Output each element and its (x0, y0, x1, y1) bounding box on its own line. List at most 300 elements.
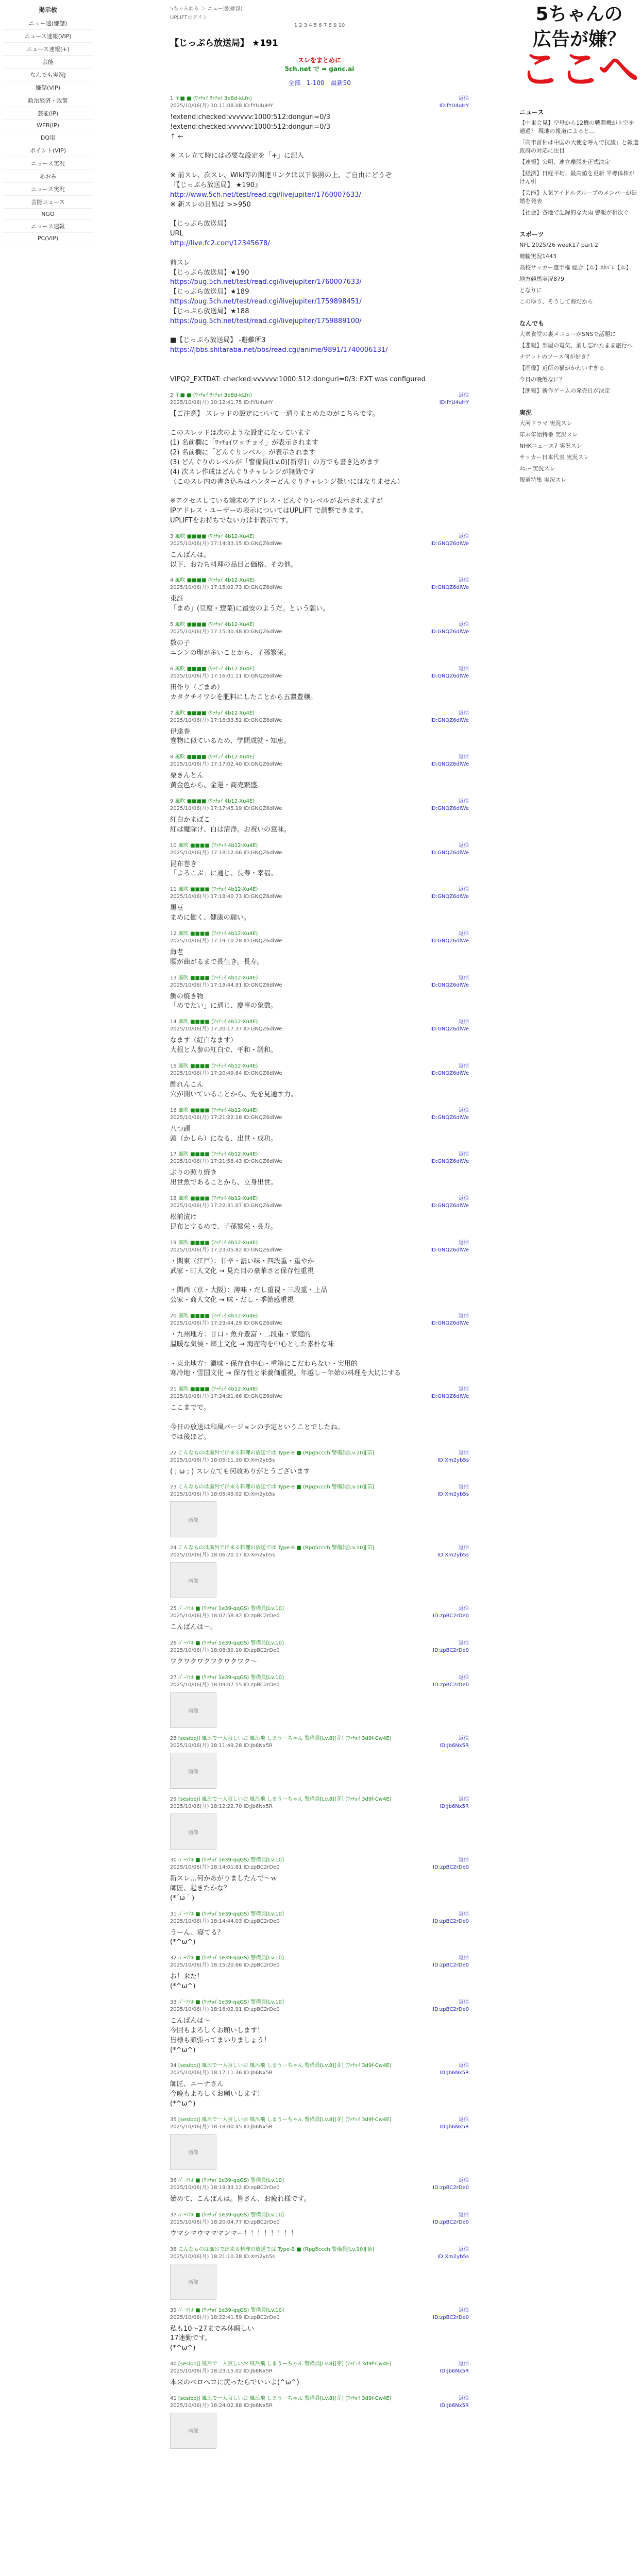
section-item[interactable]: 【中東会見】空母から12機の戦闘機が上空を通過？ 現地の報道によると… (519, 120, 634, 135)
post-id[interactable]: ID:GNQZ6dlWe (430, 1159, 469, 1165)
post-date: 2025/10/06(月) 18:05:11.30 ID:Xm2yb5s (170, 1457, 275, 1463)
post-header (170, 798, 469, 812)
post-id[interactable]: ID:zpBC2rDe0 (433, 1613, 469, 1619)
sidebar-item[interactable]: 嫌儲(VIP) (3, 81, 93, 94)
reply-link[interactable]: 返信 (459, 798, 469, 804)
post-number[interactable]: 17 (170, 1151, 178, 1158)
post-id[interactable]: ID:Jb6Nx5R (440, 2124, 469, 2130)
post-number[interactable]: 38 (170, 2246, 178, 2252)
section-item[interactable]: 報道特集 実況スレ (519, 476, 567, 483)
post-actions (430, 930, 469, 945)
post-id[interactable]: ID:GNQZ6dlWe (430, 1071, 469, 1076)
post-link[interactable]: https://pug.5ch.net/test/read.cgi/livejupiter/1760007633/ (170, 278, 362, 286)
post (170, 1107, 469, 1144)
post-number[interactable]: 1 (170, 96, 175, 101)
post-header (170, 2177, 469, 2192)
post-body: 数の子 ニシンの卵が多いことから、子孫繁栄。 (170, 639, 291, 657)
post-date: 2025/10/06(月) 17:23:44.29 ID:GNQZ6dlWe (170, 1320, 282, 1326)
right-sections (517, 103, 641, 493)
post (170, 621, 469, 658)
post (170, 1605, 469, 1633)
post (170, 533, 469, 570)
section-item[interactable]: 今日の晩飯なに？ (519, 376, 565, 383)
post-id[interactable]: ID:GNQZ6dlWe (430, 982, 469, 988)
post-number[interactable]: 40 (170, 2361, 178, 2367)
reply-link[interactable]: 返信 (459, 2246, 469, 2252)
post-number[interactable]: 24 (170, 1545, 178, 1551)
section-item[interactable]: 【画像】近所の猫がかわいすぎる (519, 364, 604, 371)
post-actions (430, 975, 469, 989)
post-header (170, 1063, 469, 1077)
post-body: こんばんは〜。 (170, 1623, 217, 1632)
post-id[interactable]: ID:GNQZ6dlWe (430, 1247, 469, 1253)
section-item[interactable]: 【社会】各地で記録的な大雨 警報が相次ぐ (519, 209, 629, 216)
post-number[interactable]: 15 (170, 1063, 178, 1069)
post-actions (437, 1545, 469, 1559)
reply-link[interactable]: 返信 (459, 1151, 469, 1158)
post-number[interactable]: 8 (170, 754, 175, 760)
sidebar-item[interactable]: ニュー速(嫌儲) (3, 17, 93, 30)
reply-link[interactable]: 返信 (459, 1107, 469, 1113)
post (170, 1545, 469, 1598)
post (170, 2361, 469, 2388)
post-number[interactable]: 33 (170, 1999, 178, 2005)
sidebar-item[interactable]: ニュース速報 (3, 220, 93, 233)
post (170, 1796, 469, 1850)
post-author: ﾊﾟｰｿﾅﾙ ■ (ﾜｯﾁｮｲ 1e39-qqGS) 警備員[Lv.10] (178, 1911, 284, 1917)
post-actions (430, 1195, 469, 1210)
post-actions (433, 2307, 469, 2321)
reply-link[interactable]: 返信 (459, 1313, 469, 1319)
post (170, 798, 469, 835)
post-id[interactable]: ID:GNQZ6dlWe (430, 938, 469, 944)
post-header (170, 1999, 469, 2013)
post-number[interactable]: 23 (170, 1484, 178, 1490)
post-body: 東証 「まめ」(豆腐・惣菜)に最安のようだ。という願い。 (170, 595, 330, 613)
sidebar-item[interactable]: NGO (3, 209, 93, 220)
post (170, 1019, 469, 1056)
section-item[interactable]: 年末年始特番 実況スレ (519, 431, 578, 438)
reply-link[interactable]: 返信 (459, 1606, 469, 1612)
post-date: 2025/10/06(月) 18:12:22.70 ID:Jb6Nx5R (170, 1804, 273, 1810)
post-author: [sesiboj] 風呂で一人寂しいお 風呂飛 しまうーちゃん 警備員[Lv.8][芽] (ﾜｯﾁｮｲ 3d9f-Cw4E) (178, 2395, 392, 2401)
post-id[interactable]: ID:GNQZ6dlWe (430, 540, 469, 547)
banner-line-3: ここへ (519, 46, 639, 93)
image-thumbnail[interactable]: 画像 (170, 1562, 216, 1598)
post-number[interactable]: 36 (170, 2177, 178, 2183)
reply-link[interactable]: 返信 (459, 1911, 469, 1917)
section-item[interactable]: NFL 2025/26 week17 part 2 (519, 242, 598, 249)
reply-link[interactable]: 返信 (459, 710, 469, 716)
post-body: 【ご注意】 スレッドの設定について一通りまとめたのがこちらです。 このスレッドは次のような設定になっています (1) 名前欄に「ﾜｯﾁｮｲワッチョイ」が表示されます (2) 名前欄に「どんぐりレベル」が表示されます (3) どんぐりのレベルが「警備員(Lv.0)[新芽]」の方でも書き込めます (4) 次スレ作成はどんぐりチャレンジが無効です （このスレ内の書き込みはハンターどんぐりチャレンジ扱いにはなりません） ※アクセスしている端末のアドレス・どんぐりレベルが表示されますが IPアドレス・ユーザーの表示についてはUPLIFT で調整できます。 UPLIFTをお持ちでない方は非表示です。 (170, 410, 404, 524)
reply-link[interactable]: 返信 (459, 2307, 469, 2313)
nav-all[interactable]: 全部 (288, 79, 301, 87)
post-id[interactable]: ID:Xm2yb5s (437, 1492, 469, 1498)
post-actions (440, 392, 469, 406)
section-title: ニュース (519, 109, 544, 116)
nav-1-100[interactable]: 1-100 (306, 79, 325, 87)
sidebar-item[interactable]: あおみ (3, 170, 93, 183)
reply-link[interactable]: 返信 (459, 1196, 469, 1202)
post-date: 2025/10/06(月) 17:19:44.91 ID:GNQZ6dlWe (170, 982, 282, 988)
image-thumbnail[interactable]: 画像 (170, 2264, 216, 2300)
reply-link[interactable]: 返信 (459, 1797, 469, 1803)
post-id[interactable]: ID:zpBC2rDe0 (433, 1682, 469, 1688)
reply-link[interactable]: 返信 (459, 2212, 469, 2218)
sidebar-item[interactable]: ニュース実況 (3, 157, 93, 170)
post-date: 2025/10/06(月) 17:15:02.73 ID:GNQZ6dlWe (170, 585, 282, 591)
post-number[interactable]: 22 (170, 1450, 178, 1456)
post-date: 2025/10/06(月) 17:24:21.66 ID:GNQZ6dlWe (170, 1394, 282, 1400)
post-id[interactable]: ID:GNQZ6dlWe (430, 585, 469, 591)
post-link[interactable]: https://pug.5ch.net/test/read.cgi/livejupiter/1759898451/ (170, 298, 362, 306)
post-actions (430, 1151, 469, 1165)
section-item[interactable]: 大河ドラマ 実況スレ (519, 420, 572, 427)
post-author: [sesiboj] 風呂で一人寂しいお 風呂飛 しまうーちゃん 警備員[Lv.8][芽] (ﾜｯﾁｮｲ 3d9f-Cw4E) (178, 1736, 392, 1742)
post-author: ﾊﾟｰｿﾅﾙ ■ (ﾜｯﾁｮｲ 1e39-qqGS) 警備員[Lv.10] (178, 2212, 284, 2218)
sidebar-item[interactable]: WEB(IP) (3, 120, 93, 131)
section-item[interactable]: となりに (519, 286, 542, 294)
image-thumbnail[interactable]: 画像 (170, 1501, 216, 1537)
post-author: 〒■ ■ (ﾜｯﾁｮｲ ﾜｯﾁｮｲ 3e8d-kLfn) (175, 96, 252, 101)
reply-link[interactable]: 返信 (459, 533, 469, 539)
right-section (517, 225, 641, 314)
post-header (170, 2361, 469, 2375)
post-id[interactable]: ID:GNQZ6dlWe (430, 1320, 469, 1326)
post-id[interactable]: ID:zpBC2rDe0 (433, 1962, 469, 1969)
section-item[interactable]: 「高市首相は中国の大使を呼んで抗議」と報道 政府の対応に注目 (519, 139, 638, 155)
post-body: お！来た！ (*^ω^) (170, 1973, 204, 1991)
post-header (170, 1019, 469, 1033)
post-id[interactable]: ID:zpBC2rDe0 (433, 2007, 469, 2012)
post-date: 2025/10/06(月) 18:16:02.91 ID:zpBC2rDe0 (170, 2007, 280, 2012)
post-number[interactable]: 20 (170, 1313, 178, 1319)
post-number[interactable]: 6 (170, 666, 175, 672)
reply-link[interactable]: 返信 (459, 1675, 469, 1681)
post-header (170, 710, 469, 724)
post-actions (433, 1999, 469, 2013)
post-actions (437, 1450, 469, 1464)
post-actions (430, 754, 469, 768)
section-item[interactable]: 競輪実況1443 (519, 253, 556, 260)
post-number[interactable]: 30 (170, 1857, 178, 1863)
post-date: 2025/10/06(月) 17:18:40.73 ID:GNQZ6dlWe (170, 894, 282, 900)
image-thumbnail[interactable]: 画像 (170, 1814, 216, 1850)
post-body: ・関東（江戸）：甘辛・濃い味・四段重・重やか 武家・町人文化 → 見た目の豪華さと保存性重視 ・関西（京・大阪）：薄味・だし重視・三段重・上品 公家・商人文化 → 味・だし・季節感重視 (170, 1257, 328, 1304)
post-number[interactable]: 41 (170, 2395, 178, 2401)
sidebar-item[interactable]: 芸能(IP) (3, 107, 93, 120)
reply-link[interactable]: 返信 (459, 842, 469, 849)
reply-link[interactable]: 返信 (459, 392, 469, 398)
post-author: 風吹 ■■■■ (ﾜｯﾁｮｲ 4b12-Xu4E) (175, 622, 255, 628)
post (170, 2246, 469, 2300)
post (170, 1450, 469, 1477)
post-actions (440, 2116, 469, 2131)
post (170, 2307, 469, 2354)
section-item[interactable]: NHKニュース7 実況スレ (519, 443, 582, 450)
sidebar-item[interactable]: 芸能 (3, 56, 93, 69)
post-number[interactable]: 13 (170, 975, 178, 981)
reply-link[interactable]: 返信 (459, 2177, 469, 2183)
section-item[interactable]: 【朗報】新作ゲームの発売日が決定 (519, 387, 610, 394)
reply-link[interactable]: 返信 (459, 1955, 469, 1961)
post-id[interactable]: ID:GNQZ6dlWe (430, 629, 469, 635)
thread-nav (170, 78, 469, 87)
post-header (170, 1955, 469, 1969)
post-id[interactable]: ID:GNQZ6dlWe (430, 1203, 469, 1209)
post-body: 本来のペロペロに戻ったらでいいよ(^ω^) (170, 2379, 299, 2387)
post-author: ﾊﾟｰｿﾅﾙ ■ (ﾜｯﾁｮｲ 1e39-qqGS) 警備員[Lv.10] (178, 1640, 284, 1647)
section-item[interactable]: 【芸能】人気アイドルグループのメンバーが結婚を発表 (519, 189, 637, 205)
post-id[interactable]: ID:Xm2yb5s (437, 1457, 469, 1463)
right-column (517, 0, 641, 493)
post-id[interactable]: ID:Jb6Nx5R (440, 2368, 469, 2375)
post-id[interactable]: ID:fYU4uHY (439, 103, 469, 109)
breadcrumb[interactable]: 5ちゃんねる ＞ ニュー速(嫌儲) (170, 6, 243, 12)
post-number[interactable]: 32 (170, 1955, 178, 1961)
post-id[interactable]: ID:Jb6Nx5R (440, 2402, 469, 2409)
post-number[interactable]: 28 (170, 1736, 178, 1742)
sidebar-item[interactable]: ポイント(VIP) (3, 144, 93, 157)
sidebar-item[interactable]: 政治経済・政策 (3, 94, 93, 107)
post-header (170, 1107, 469, 1122)
image-thumbnail[interactable]: 画像 (170, 1753, 216, 1789)
post-body: 栗きんとん 黄金色から、金運・商売繁盛。 (170, 772, 264, 790)
image-thumbnail[interactable]: 画像 (170, 2134, 216, 2170)
post-number[interactable]: 35 (170, 2116, 178, 2123)
post-header (170, 886, 469, 901)
post-author: ﾊﾟｰｿﾅﾙ ■ (ﾜｯﾁｮｲ 1e39-qqGS) 警備員[Lv.10] (178, 1857, 284, 1863)
post-number[interactable]: 39 (170, 2307, 178, 2313)
post-id[interactable]: ID:GNQZ6dlWe (430, 1114, 469, 1121)
sidebar-item[interactable]: ニュース速報(VIP) (3, 30, 93, 43)
section-item[interactable]: 大衆食堂の裏メニューがSNSで話題に (519, 331, 616, 338)
post-link[interactable]: http://www.5ch.net/test/read.cgi/livejupiter/1760007633/ (170, 191, 361, 199)
ad-line-1[interactable]: スレをまとめに (297, 57, 341, 64)
post-author: こんなものは風呂で出来る料理の放送では Type-B ■ (Rpg5ccch 警備員[Lv.10][苗] (178, 1450, 375, 1456)
post-actions (433, 1857, 469, 1871)
post-author: [sesiboj] 風呂で一人寂しいお 風呂飛 しまうーちゃん 警備員[Lv.8][芽] (ﾜｯﾁｮｲ 3d9f-Cw4E) (178, 2063, 392, 2069)
post-number[interactable]: 25 (170, 1606, 178, 1612)
post-number[interactable]: 14 (170, 1019, 178, 1025)
reply-link[interactable]: 返信 (459, 2063, 469, 2069)
post-id[interactable]: ID:GNQZ6dlWe (430, 1026, 469, 1032)
post-author: 風吹 ■■■■ (ﾜｯﾁｮｲ 4b12-Xu4E) (178, 930, 258, 937)
post-body: 酢れんこん 穴が開いていることから、先を見通す力。 (170, 1081, 298, 1098)
post-author: 風吹 ■■■■ (ﾜｯﾁｮｲ 4b12-Xu4E) (178, 975, 258, 981)
reply-link[interactable]: 返信 (459, 930, 469, 937)
ad-banner[interactable] (517, 0, 641, 103)
post-author: 風吹 ■■■■ (ﾜｯﾁｮｲ 4b12-Xu4E) (178, 1063, 258, 1069)
reply-link[interactable]: 返信 (459, 1450, 469, 1456)
section-item[interactable]: ﾒﾆｭｰ 実況スレ (519, 465, 555, 472)
post-actions (430, 1107, 469, 1122)
post-author: [sesiboj] 風呂で一人寂しいお 風呂飛 しまうーちゃん 警備員[Lv.8][芽] (ﾜｯﾁｮｲ 3d9f-Cw4E) (178, 2116, 392, 2123)
post-header (170, 1735, 469, 1750)
post-number[interactable]: 7 (170, 710, 175, 716)
post-number[interactable]: 4 (170, 578, 175, 584)
section-item[interactable]: 高校サッカー選手権 総合【ｽﾚ】ﾈﾀﾊﾞﾚ【ｽﾚ】 (519, 264, 632, 272)
post-link[interactable]: https://pug.5ch.net/test/read.cgi/livejupiter/1759889100/ (170, 317, 362, 325)
post (170, 1386, 469, 1442)
post-number[interactable]: 2 (170, 392, 175, 398)
post-actions (433, 2212, 469, 2226)
post-number[interactable]: 5 (170, 622, 175, 628)
post-id[interactable]: ID:Jb6Nx5R (440, 1804, 469, 1810)
post-id[interactable]: ID:GNQZ6dlWe (430, 1394, 469, 1400)
post (170, 930, 469, 968)
post-number[interactable]: 10 (170, 842, 178, 849)
page-counter: 1 2 3 4 5 6 7 8 9 10 (294, 23, 345, 28)
image-thumbnail[interactable]: 画像 (170, 2413, 216, 2449)
post-date: 2025/10/06(月) 18:14:44.03 ID:zpBC2rDe0 (170, 1918, 280, 1924)
post-id[interactable]: ID:zpBC2rDe0 (433, 2184, 469, 2191)
section-item[interactable]: サッカー日本代表 実況スレ (519, 454, 589, 461)
reply-link[interactable]: 返信 (459, 622, 469, 628)
sidebar-list (3, 17, 93, 244)
post-body: ・九州地方：甘口・魚介豊富・二段重・家庭的 温暖な気候・郷土文化 → 海産物を中心とした素朴な味 ・東北地方：濃味・保存食中心・重箱にこだわらない・実用的 寒冷地・雪国文化 → 保存性と栄養価重視。年越し〜年始の料理を大切にする (170, 1330, 401, 1378)
section-item[interactable]: 【悲報】部屋の電気、消し忘れたまま旅行へ (519, 342, 633, 349)
post-number[interactable]: 11 (170, 887, 178, 893)
post-number[interactable]: 34 (170, 2063, 178, 2069)
main-content (170, 0, 469, 2460)
post-number[interactable]: 9 (170, 798, 175, 804)
post-id[interactable]: ID:fYU4uHY (439, 399, 469, 405)
post-date: 2025/10/06(月) 17:22:31.07 ID:GNQZ6dlWe (170, 1203, 282, 1209)
post-number[interactable]: 37 (170, 2212, 178, 2218)
post-id[interactable]: ID:zpBC2rDe0 (433, 2314, 469, 2320)
reply-link[interactable]: 返信 (459, 1063, 469, 1069)
post-actions (430, 1063, 469, 1077)
reply-link[interactable]: 返信 (459, 1019, 469, 1025)
section-item[interactable]: 地方競馬実況879 (519, 275, 564, 282)
image-thumbnail[interactable]: 画像 (170, 1692, 216, 1728)
post-number[interactable]: 18 (170, 1196, 178, 1202)
post-author: 風吹 ■■■■ (ﾜｯﾁｮｲ 4b12-Xu4E) (178, 1019, 258, 1025)
reply-link[interactable]: 返信 (459, 1484, 469, 1490)
post-id[interactable]: ID:Jb6Nx5R (440, 2070, 469, 2076)
post-number[interactable]: 21 (170, 1386, 178, 1393)
reply-link[interactable]: 返信 (459, 666, 469, 672)
post-id[interactable]: ID:Jb6Nx5R (440, 1743, 469, 1749)
section-item[interactable]: このゆう、そうして海だから (519, 298, 593, 305)
post-id[interactable]: ID:GNQZ6dlWe (430, 717, 469, 723)
post-actions (430, 1313, 469, 1327)
post-number[interactable]: 26 (170, 1640, 178, 1647)
post-id[interactable]: ID:Xm2yb5s (437, 2253, 469, 2260)
reply-link[interactable]: 返信 (459, 754, 469, 760)
post-id[interactable]: ID:GNQZ6dlWe (430, 761, 469, 768)
post (170, 975, 469, 1012)
section-item[interactable]: 【速報】公明、連立離脱を正式決定 (519, 159, 610, 166)
reply-link[interactable]: 返信 (459, 2361, 469, 2367)
post-id[interactable]: ID:zpBC2rDe0 (433, 1648, 469, 1654)
post-date: 2025/10/06(月) 17:20:17.37 ID:GNQZ6dlWe (170, 1026, 282, 1032)
reply-link[interactable]: 返信 (459, 96, 469, 101)
post-body: うーん、寝てる？ (*^ω^) (170, 1928, 224, 1946)
post-body: こんばんは〜 今回もよろしくお願いします！ 皆様も頑張ってまいりましょう！ (*^ω^) (170, 2017, 271, 2054)
post-date: 2025/10/06(月) 17:17:02.40 ID:GNQZ6dlWe (170, 761, 282, 768)
ad-line-2[interactable]: 5ch.net で ➡ ganc.ai (284, 65, 355, 73)
reply-link[interactable]: 返信 (459, 1240, 469, 1246)
post (170, 2212, 469, 2239)
sidebar-item[interactable]: 芸能ニュース (3, 196, 93, 209)
post (170, 95, 469, 385)
post-author: 風吹 ■■■■ (ﾜｯﾁｮｲ 4b12-Xu4E) (178, 842, 258, 849)
post-header (170, 1151, 469, 1165)
login-link[interactable]: UPLIFTログイン (170, 15, 208, 21)
post-link[interactable]: http://live.fc2.com/12345678/ (170, 239, 270, 247)
reply-link[interactable]: 返信 (459, 887, 469, 893)
reply-link[interactable]: 返信 (459, 578, 469, 584)
post-header (170, 1450, 469, 1464)
post-body: 紅白かまぼこ 紅は魔除け、白は清浄。お祝いの意味。 (170, 816, 291, 834)
post-author: 風吹 ■■■■ (ﾜｯﾁｮｲ 4b12-Xu4E) (178, 1240, 258, 1246)
reply-link[interactable]: 返信 (459, 1736, 469, 1742)
post-number[interactable]: 3 (170, 533, 175, 539)
nav-latest50[interactable]: 最新50 (330, 79, 351, 87)
reply-link[interactable]: 返信 (459, 1857, 469, 1863)
post-link[interactable]: https://jbbs.shitaraba.net/bbs/read.cgi/anime/9891/1740006131/ (170, 346, 388, 354)
post-body: 昆布巻き 「よろこぶ」に通じ、長寿・幸福。 (170, 860, 278, 878)
sidebar-item[interactable]: ニュース速報(+) (3, 43, 93, 56)
post-author: 風吹 ■■■■ (ﾜｯﾁｮｲ 4b12-Xu4E) (178, 1313, 258, 1319)
post-id[interactable]: ID:GNQZ6dlWe (430, 673, 469, 679)
post-number[interactable]: 31 (170, 1911, 178, 1917)
post-author: 風吹 ■■■■ (ﾜｯﾁｮｲ 4b12-Xu4E) (175, 754, 255, 760)
sidebar-item[interactable]: PC(VIP) (3, 233, 93, 244)
reply-link[interactable]: 返信 (459, 1999, 469, 2005)
post-author: ﾊﾟｰｿﾅﾙ ■ (ﾜｯﾁｮｲ 1e39-qqGS) 警備員[Lv.10] (178, 1606, 284, 1612)
post-id[interactable]: ID:zpBC2rDe0 (433, 1918, 469, 1924)
post-header (170, 95, 469, 110)
post (170, 2395, 469, 2449)
post (170, 2116, 469, 2170)
post-id[interactable]: ID:GNQZ6dlWe (430, 805, 469, 811)
post-id[interactable]: ID:Xm2yb5s (437, 1552, 469, 1558)
post-date: 2025/10/06(月) 17:15:30.48 ID:GNQZ6dlWe (170, 629, 282, 635)
post-id[interactable]: ID:zpBC2rDe0 (433, 2219, 469, 2225)
sidebar-item[interactable]: DQ用 (3, 131, 93, 144)
post-id[interactable]: ID:GNQZ6dlWe (430, 850, 469, 856)
reply-link[interactable]: 返信 (459, 1386, 469, 1393)
reply-link[interactable]: 返信 (459, 1640, 469, 1647)
post-number[interactable]: 27 (170, 1675, 178, 1681)
reply-link[interactable]: 返信 (459, 1545, 469, 1551)
post-header (170, 533, 469, 548)
sidebar-item[interactable]: ニュース実況 (3, 183, 93, 196)
post-number[interactable]: 19 (170, 1240, 178, 1246)
section-item[interactable]: ナゲットのソース何が好き？ (519, 353, 593, 361)
sidebar-item[interactable]: なんでも実況J (3, 69, 93, 81)
post (170, 666, 469, 703)
post-number[interactable]: 12 (170, 930, 178, 937)
post (170, 1857, 469, 1904)
post-id[interactable]: ID:zpBC2rDe0 (433, 1865, 469, 1871)
post-id[interactable]: ID:GNQZ6dlWe (430, 894, 469, 900)
reply-link[interactable]: 返信 (459, 975, 469, 981)
post-actions (430, 1240, 469, 1254)
reply-link[interactable]: 返信 (459, 2116, 469, 2123)
post-number[interactable]: 29 (170, 1797, 178, 1803)
reply-link[interactable]: 返信 (459, 2395, 469, 2401)
post (170, 1151, 469, 1188)
post-body: 鯛の焼き物 「めでたい」に通じ、慶事の象徴。 (170, 992, 278, 1010)
post-number[interactable]: 16 (170, 1107, 178, 1113)
post-author: こんなものは風呂で出来る料理の放送では Type-B ■ (Rpg5ccch 警備員[Lv.10][苗] (178, 1484, 375, 1490)
post-actions (430, 1019, 469, 1033)
section-item[interactable]: 【経済】日経平均、最高値を更新 半導体株がけん引 (519, 170, 635, 185)
